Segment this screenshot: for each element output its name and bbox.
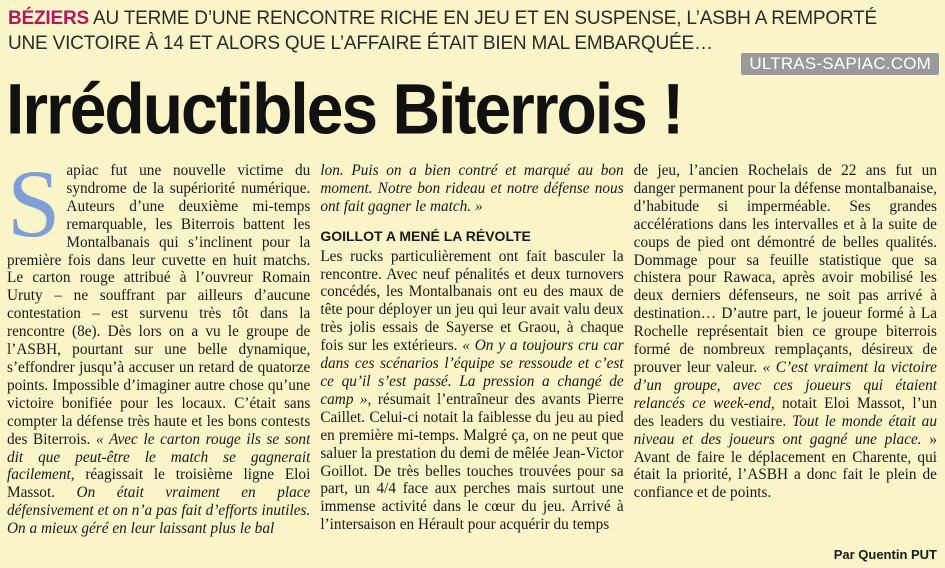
col1-text-2: réagissait le troisième ligne Eloi Massot. <box>7 466 311 502</box>
col1-text-1: apiac fut une nouvelle victime du syndrome de la supériorité numérique. Auteurs d’une deuxième mi-temps remarquable, les Biterrois battent les Montalbanais qui s’inclinent pour la première fois dans leur cuvette en huit matchs. Le carton rouge attribué à l’ouvreur Romain Uruty – ne souffrant par ailleurs d’aucune contestation – est survenu très tôt dans la rencontre (8e). Dès lors on a vu le groupe de l’ASBH, pourtant sur une belle dynamique, s’effondrer jusqu’à accuser un retard de quatorze points. Impossible d’imaginer autre chose qu’une victoire bonifiée pour les locaux. C’était sans compter la défense très haute et les bons contests des Biterrois. <box>7 162 311 448</box>
kicker-place: BÉZIERS <box>8 8 89 29</box>
col3-text-1: de jeu, l’ancien Rochelais de 22 ans fut un danger permanent pour la défense montalbanaise, d’habitude si imperméable. Ses grandes accélérations dans les intervalles et à la suite de coups de pied ont démontré de belles qualités. Dommage pour sa feuille statistique que sa chistera pour Rawaca, après avoir mobilisé les deux derniers défenseurs, ne soit pas arrivé à destination… D’autre part, le joueur formé à La Rochelle représentait bien ce groupe biterrois formé de nombreux remplaçants, désireux de prouver leur valeur. <box>633 162 937 376</box>
col2-quote-2: « On y a toujours cru car dans ces scénarios l’équipe se ressoude et c’est ce qu’il s’est passé. La pression a changé de camp », <box>320 337 624 408</box>
article-body <box>7 162 937 560</box>
col3-text-3: » Avant de faire le déplacement en Charente, qui était la priorité, l’ASBH a donc fait le plein de confiance et de points. <box>633 430 937 502</box>
article-byline: Par Quentin PUT <box>833 547 937 562</box>
kicker-text: AU TERME D’UNE RENCONTRE RICHE EN JEU ET EN SUSPENSE, L’ASBH A REMPORTÉ UNE VICTOIRE À 14 ET ALORS QUE L’AFFAIRE ÉTAIT BIEN MAL EMBARQUÉE… <box>8 8 877 54</box>
drop-cap: S <box>7 162 61 257</box>
col3-quote-1: « C’est vraiment la victoire d’un groupe, avec ces joueurs qui étaient relancés ce week-end, <box>633 358 937 412</box>
col3-text-2: notait Eloi Massot, l’un des leaders du vestiaire. <box>633 394 937 430</box>
col2-quote-1: lon. Puis on a bien contré et marqué au bon moment. Notre bon rideau et notre défense nous ont fait gagner le match. » <box>320 162 624 215</box>
article-kicker <box>8 6 908 56</box>
col1-quote-2: On était vraiment en place défensivement et on n’a pas fait d’efforts inutiles. On a mieux géré en leur laissant plus le bal <box>7 484 311 538</box>
section-subhead: GOILLOT A MENÉ LA RÉVOLTE <box>320 227 531 244</box>
source-watermark: ULTRAS-SAPIAC.COM <box>741 53 939 75</box>
column-1 <box>7 162 310 560</box>
column-2 <box>320 162 623 560</box>
col2-text-2: résumait l’entraîneur des avants Pierre Caillet. Celui-ci notait la faiblesse du jeu au pied en première mi-temps. Malgré ça, on ne peut que saluer la prestation du demi de mêlée Jean-Victor Goillot. De très belles touches trouvées pour sa part, un 4/4 face aux perches mais surtout une immense activité dans le cœur du jeu. Arrivé à l’intersaison en Hérault pour acquérir du temps <box>320 390 624 534</box>
column-3 <box>634 162 937 560</box>
col2-text-1: Les rucks particulièrement ont fait basculer la rencontre. Avec neuf pénalités et deux turnovers concédés, les Montalbanais ont eu des maux de tête pour déployer un jeu qui leur avait valu deux très jolis essais de Sayerse et Graou, à chaque fois sur les extérieurs. <box>320 247 624 355</box>
article-headline: Irréductibles Biterrois ! <box>6 68 683 149</box>
col1-quote-1: « Avec le carton rouge ils se sont dit que peut-être le match se gagnerait facilement, <box>7 430 311 484</box>
col3-quote-2: Tout le monde était au niveau et des joueurs ont gagné une place. <box>633 412 937 448</box>
